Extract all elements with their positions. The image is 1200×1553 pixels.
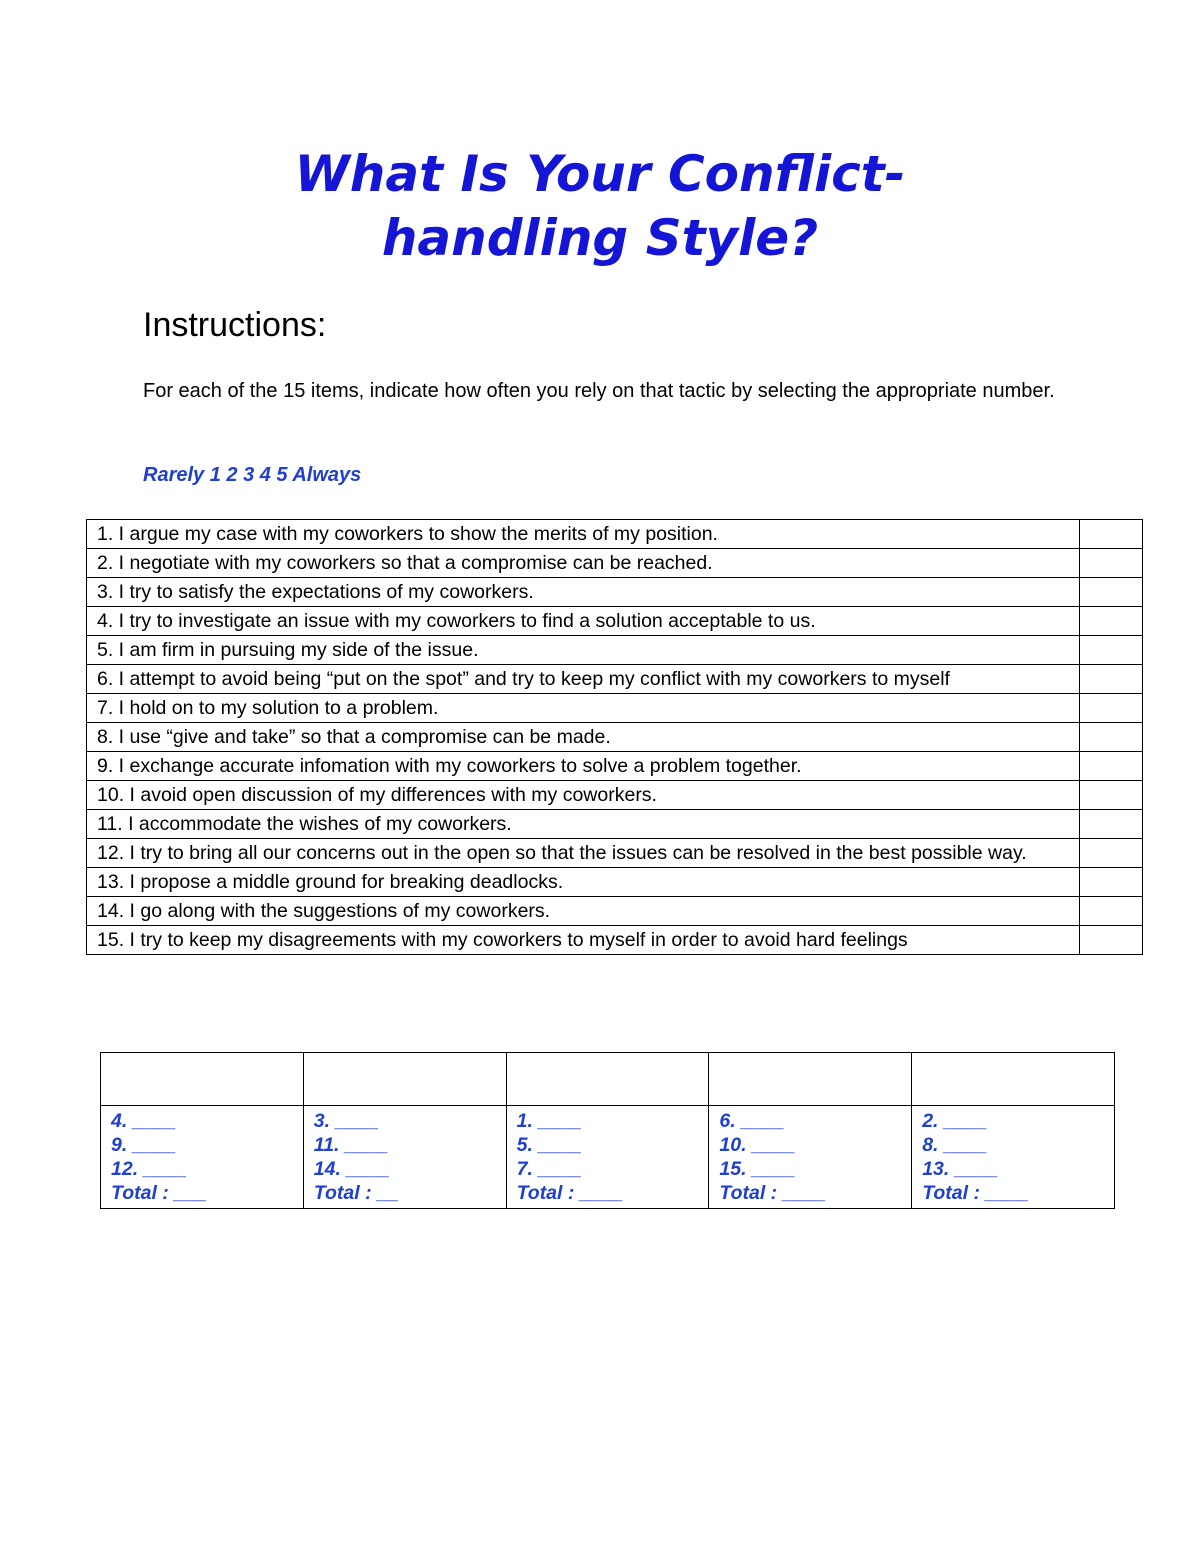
item-text: 5. I am firm in pursuing my side of the issue. [87, 636, 1080, 665]
page-title-line-2: handling Style? [381, 209, 819, 267]
item-text: 11. I accommodate the wishes of my coworkers. [87, 810, 1080, 839]
item-rating-cell[interactable] [1080, 752, 1143, 781]
item-rating-cell[interactable] [1080, 926, 1143, 955]
item-rating-cell[interactable] [1080, 781, 1143, 810]
item-rating-cell[interactable] [1080, 549, 1143, 578]
item-row [87, 926, 1143, 955]
item-row [87, 810, 1143, 839]
item-text: 10. I avoid open discussion of my differences with my coworkers. [87, 781, 1080, 810]
item-rating-cell[interactable] [1080, 868, 1143, 897]
item-rating-cell[interactable] [1080, 607, 1143, 636]
item-text: 2. I negotiate with my coworkers so that a compromise can be reached. [87, 549, 1080, 578]
scoring-table [100, 1052, 1115, 1209]
scoring-total[interactable]: Total : ___ [111, 1182, 207, 1204]
scoring-item-line[interactable]: 1. ____ [516, 1110, 582, 1132]
item-rating-cell[interactable] [1080, 723, 1143, 752]
scoring-item-line[interactable]: 2. ____ [922, 1110, 988, 1132]
scoring-item-line[interactable]: 5. ____ [516, 1134, 582, 1156]
instructions-heading: Instructions: [143, 306, 327, 344]
item-text: 12. I try to bring all our concerns out in the open so that the issues can be resolved in the best possible way. [87, 839, 1080, 868]
scoring-header-cell [303, 1053, 506, 1106]
instructions-text: For each of the 15 items, indicate how often you rely on that tactic by selecting the appropriate number. [143, 380, 1055, 402]
item-rating-cell[interactable] [1080, 665, 1143, 694]
scoring-item-line[interactable]: 4. ____ [111, 1110, 177, 1132]
item-row [87, 549, 1143, 578]
item-text: 8. I use “give and take” so that a compromise can be made. [87, 723, 1080, 752]
item-rating-cell[interactable] [1080, 810, 1143, 839]
item-rating-cell[interactable] [1080, 694, 1143, 723]
scoring-item-line[interactable]: 10. ____ [719, 1134, 796, 1156]
item-row [87, 839, 1143, 868]
scoring-column [709, 1106, 912, 1209]
item-row [87, 520, 1143, 549]
rating-scale: Rarely 1 2 3 4 5 Always [143, 464, 362, 486]
scoring-item-line[interactable]: 13. ____ [922, 1158, 999, 1180]
page-title [0, 142, 1200, 270]
item-text: 15. I try to keep my disagreements with my coworkers to myself in order to avoid hard feelings [87, 926, 1080, 955]
item-text: 6. I attempt to avoid being “put on the spot” and try to keep my conflict with my coworkers to myself [87, 665, 1080, 694]
item-text: 4. I try to investigate an issue with my coworkers to find a solution acceptable to us. [87, 607, 1080, 636]
scoring-item-line[interactable]: 11. ____ [313, 1134, 389, 1156]
scoring-column [303, 1106, 506, 1209]
scoring-item-line[interactable]: 6. ____ [719, 1110, 785, 1132]
scoring-header-cell [506, 1053, 709, 1106]
scoring-item-line[interactable]: 8. ____ [922, 1134, 988, 1156]
scoring-column [506, 1106, 709, 1209]
item-text: 1. I argue my case with my coworkers to show the merits of my position. [87, 520, 1080, 549]
item-rating-cell[interactable] [1080, 897, 1143, 926]
item-text: 9. I exchange accurate infomation with my coworkers to solve a problem together. [87, 752, 1080, 781]
scoring-total[interactable]: Total : ____ [516, 1182, 624, 1204]
item-row [87, 723, 1143, 752]
item-text: 13. I propose a middle ground for breaking deadlocks. [87, 868, 1080, 897]
scoring-header-cell [912, 1053, 1115, 1106]
scoring-total[interactable]: Total : __ [313, 1182, 399, 1204]
item-row [87, 752, 1143, 781]
scoring-header-cell [101, 1053, 304, 1106]
item-row [87, 578, 1143, 607]
page-title-line-1: What Is Your Conflict- [294, 145, 906, 203]
scoring-total[interactable]: Total : ____ [719, 1182, 826, 1204]
item-text: 3. I try to satisfy the expectations of my coworkers. [87, 578, 1080, 607]
item-rating-cell[interactable] [1080, 578, 1143, 607]
item-row [87, 665, 1143, 694]
scoring-column [912, 1106, 1115, 1209]
scoring-item-line[interactable]: 9. ____ [111, 1134, 177, 1156]
item-rating-cell[interactable] [1080, 520, 1143, 549]
scoring-header-cell [709, 1053, 912, 1106]
scoring-item-line[interactable]: 15. ____ [719, 1158, 796, 1180]
scoring-total[interactable]: Total : ____ [922, 1182, 1029, 1204]
item-row [87, 607, 1143, 636]
scoring-column [101, 1106, 304, 1209]
scoring-item-line[interactable]: 7. ____ [516, 1158, 582, 1180]
items-table [86, 519, 1143, 955]
scoring-item-line[interactable]: 14. ____ [313, 1158, 390, 1180]
item-row [87, 694, 1143, 723]
item-row [87, 781, 1143, 810]
item-row [87, 636, 1143, 665]
item-text: 14. I go along with the suggestions of my coworkers. [87, 897, 1080, 926]
item-rating-cell[interactable] [1080, 636, 1143, 665]
scoring-item-line[interactable]: 3. ____ [313, 1110, 379, 1132]
item-row [87, 897, 1143, 926]
item-text: 7. I hold on to my solution to a problem. [87, 694, 1080, 723]
item-rating-cell[interactable] [1080, 839, 1143, 868]
item-row [87, 868, 1143, 897]
scoring-item-line[interactable]: 12. ____ [111, 1158, 187, 1180]
